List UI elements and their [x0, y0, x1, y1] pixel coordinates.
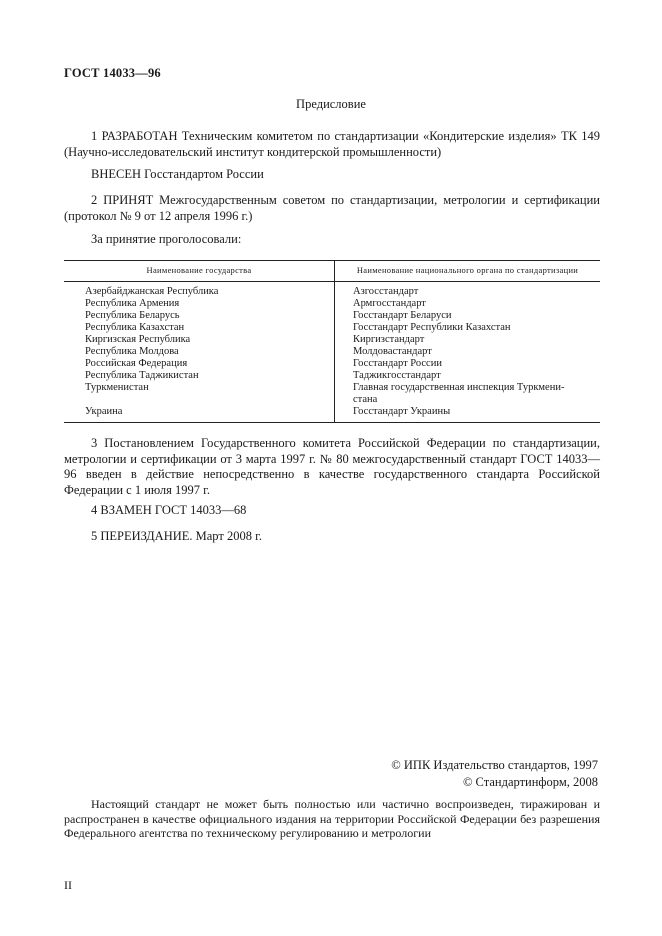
table-cell: Главная государственная инспекция Туркмени- — [353, 382, 565, 393]
paragraph-replaces — [64, 503, 600, 519]
page-number: II — [64, 878, 72, 892]
table-cell: Киргизская Республика — [85, 334, 191, 345]
table-cell: Азгосстандарт — [353, 286, 419, 297]
voting-states-table — [64, 260, 600, 423]
table-column-standards-bodies — [353, 286, 593, 418]
paragraph-text: 4 ВЗАМЕН ГОСТ 14033—68 — [91, 503, 247, 517]
table-column-states — [85, 286, 330, 418]
table-cell: Республика Молдова — [85, 346, 179, 357]
table-header-standards-body: Наименование национального органа по стандартизации — [356, 265, 579, 275]
table-cell: Госстандарт Украины — [353, 406, 451, 417]
table-cell — [85, 394, 330, 406]
paragraph-text: 5 ПЕРЕИЗДАНИЕ. Март 2008 г. — [91, 529, 262, 543]
table-cell: Российская Федерация — [85, 358, 188, 369]
paragraph-introduced-by — [64, 167, 600, 183]
table-cell: Республика Беларусь — [85, 310, 180, 321]
copyright-block — [391, 757, 598, 791]
table-cell: Госстандарт Беларуси — [353, 310, 452, 321]
paragraph-enacted — [64, 436, 600, 498]
paragraph-text: 1 РАЗРАБОТАН Техническим комитетом по стандартизации «Кондитерские изделия» ТК 149 (Научно-исследовательский институт кондитерской промышленности) — [64, 129, 600, 159]
copyright-line: © Стандартинформ, 2008 — [462, 775, 598, 789]
table-column-divider — [334, 261, 335, 422]
table-cell: Республика Казахстан — [85, 322, 185, 333]
table-cell: Госстандарт Республики Казахстан — [353, 322, 511, 333]
document-id-header: ГОСТ 14033—96 — [64, 66, 161, 80]
table-cell: Азербайджанская Республика — [85, 286, 219, 297]
table-cell: Киргизстандарт — [353, 334, 425, 345]
paragraph-adopted-by — [64, 193, 600, 224]
table-cell: Туркменистан — [85, 382, 149, 393]
paragraph-text: За принятие проголосовали: — [91, 232, 242, 246]
table-cell: стана — [353, 394, 378, 405]
paragraph-text: 2 ПРИНЯТ Межгосударственным советом по стандартизации, метрологии и сертификации (протокол № 9 от 12 апреля 1996 г.) — [64, 193, 600, 223]
notice-text: Настоящий стандарт не может быть полностью или частично воспроизведен, тиражирован и распространен в качестве официального издания на территории Российской Федерации без разрешения Федерального агентства по техническому регулированию и метрологии — [64, 797, 600, 840]
table-cell: Республика Таджикистан — [85, 370, 199, 381]
table-cell: Республика Армения — [85, 298, 180, 309]
paragraph-reissue — [64, 529, 600, 545]
paragraph-text: 3 Постановлением Государственного комитета Российской Федерации по стандартизации, метрологии и сертификации от 3 марта 1997 г. № 80 межгосударственный стандарт ГОСТ 14033—96 введен в действие непосредственно в качестве государственного стандарта Российской Федерации с 1 июля 1997 г. — [64, 436, 600, 497]
paragraph-text: ВНЕСЕН Госстандартом России — [91, 167, 264, 181]
table-cell: Армгосстандарт — [353, 298, 426, 309]
section-title: Предисловие — [296, 97, 366, 111]
reproduction-notice — [64, 797, 600, 841]
table-cell: Украина — [85, 406, 123, 417]
table-header-state: Наименование государства — [146, 265, 252, 275]
table-cell: Молдовастандарт — [353, 346, 432, 357]
table-header-divider — [64, 281, 600, 282]
copyright-line: © ИПК Издательство стандартов, 1997 — [391, 758, 598, 772]
paragraph-developed-by — [64, 129, 600, 160]
paragraph-voted-for — [64, 232, 600, 248]
table-cell: Таджикгосстандарт — [353, 370, 441, 381]
table-cell: Госстандарт России — [353, 358, 442, 369]
